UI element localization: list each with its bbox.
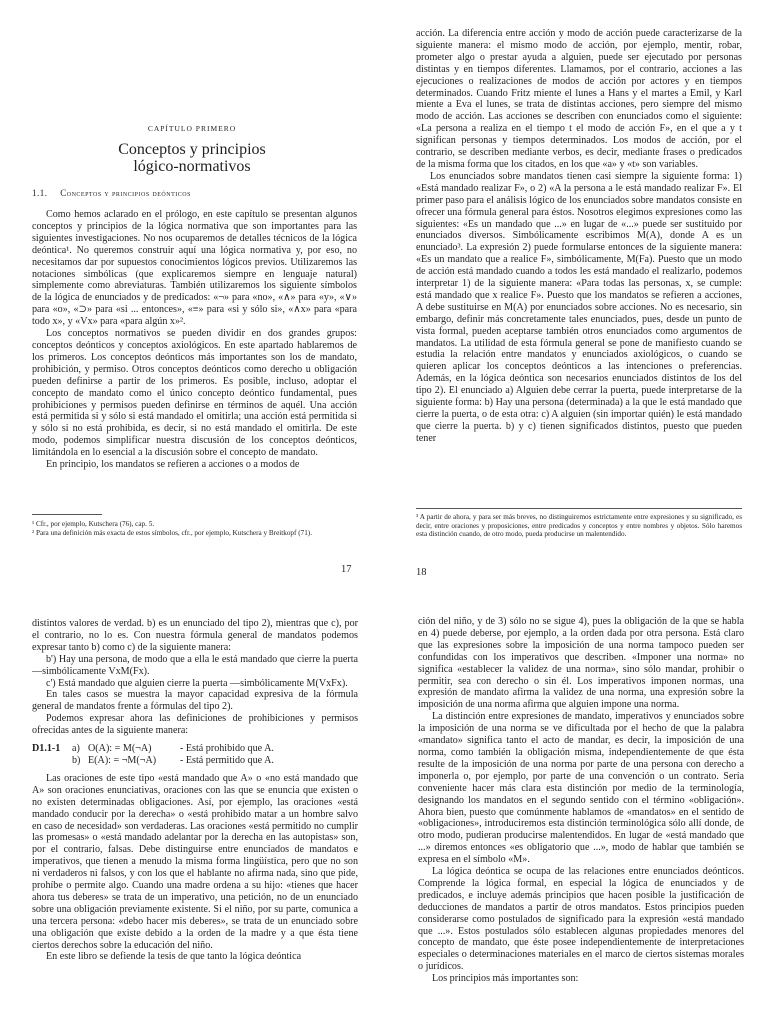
chapter-label: CAPÍTULO PRIMERO	[147, 124, 237, 133]
paragraph: acción. La diferencia entre acción y modo de acción puede caracterizarse de la siguiente manera: el mismo modo de acción, por ejemplo, mentir, robar, prometer algo o prestar ayuda a alguien, puede ser ejecutado por personas distintas y en tiempos diferentes. Llamamos, por el contrario, acciones a las ejecuciones o realizaciones de modos de acción por actores y en tiempos determinados. Cuando Fritz miente el lunes a Hans y el martes a Emil, y Karl miente a Eva el lunes, se trata de distintas acciones, pero siempre del mismo modo de acción. Las acciones se describen con enunciados como el siguiente: «La persona a realiza en el tiempo t el modo de acción F», en el que a y t significan personas y tiempos determinados. Los modos de acción, por el contrario, se describen mediante verbos, es decir, mediante frases o predicados de la misma forma que los citados, en los que «a» y «t» son variables.	[416, 28, 742, 170]
paragraph: distintos valores de verdad. b) es un enunciado del tipo 2), mientras que c), por el contrario, no lo es. Con nuestra fórmula general de mandatos podemos expresar tanto b) como c) de la siguiente manera:	[32, 618, 358, 653]
paragraph: Los principios más importantes son:	[432, 973, 579, 985]
chapter-title-line-2: lógico-normativos	[133, 158, 251, 175]
footnote-rule	[32, 514, 102, 515]
paragraph: c') Está mandado que alguien cierre la puerta —simbólicamente M(VxFx).	[46, 677, 348, 689]
page-17	[0, 0, 384, 600]
page-19	[0, 600, 384, 1024]
page-number: 17	[341, 564, 352, 575]
definition-text: - Está permitido que A.	[180, 754, 274, 766]
paragraph: Como hemos aclarado en el prólogo, en este capítulo se presentan algunos conceptos y principios de la lógica normativa que son importantes para las siguientes investigaciones. No nos ocuparemos de detalles técnicos de la lógica deóntica¹. No queremos construir aquí una lógica normativa y, por eso, no necesitamos dar por supuestos conocimientos lógicos previos. Utilizaremos las notaciones simbólicas (que explicaremos siempre en lenguaje natural) simplemente como abreviaturas. También utilizaremos los siguiente símbolos de la lógica de enunciados y de predicados: «¬» para «no», «∧» para «y», «∨» para «o», «⊃» para «si ... entonces», «≡» para «si y sólo si», «∧x» para «para todo x», y «Vx» para «para algún x»².	[32, 209, 357, 328]
paragraph: Los enunciados sobre mandatos tienen casi siempre la siguiente forma: 1) «Está mandado realizar F», o 2) «A la persona a le está mandado realizar F». El primer paso para el análisis lógico de los enunciados sobre mandatos consiste en ofrecer una fórmula general para éstos. Nosotros elegimos expresiones como las siguientes: «Es un mandado que ...» en lugar de «...» puede ser sustituido por enunciados diversos. Simbólicamente escribimos M(A), donde A es un enunciado³. La expresión 2) puede formularse entonces de la siguiente manera: «Es un mandato que a realice F», simbólicamente, M(Fa). Puesto que un modo de acción está mandado cuando a todos les está mandado el realizarlo, podemos interpretar 1) de la siguiente manera: «Para todas las personas, x, se cumple: está mandado que x realice F». Puesto que los mandatos se refieren a acciones, A debe sustituirse en M(A) por enunciados sobre acciones. No es necesario, sin embargo, definir más concretamente tales enunciados, pues, desde un punto de vista formal, pueden aceptarse también otros enunciados como argumentos de mandatos. La utilidad de esta fórmula general se pone de manifiesto cuando se estudia la relación entre mandatos y enunciados axiológicos, o cuando se quieren aplicar los conceptos deónticos a las intenciones o preferencias. Además, en la lógica deóntica son necesarios enunciados distintos de los del tipo 2). El enunciado a) Alguien debe cerrar la puerta, puede interpretarse de la siguiente forma: b) Hay una persona (determinada) a la que le está mandado que cierre la puerta, o de esta otra: c) A alguien (sin importar quién) le está mandado que cierre la puerta. b) y c) tienen significados distintos, puesto que pueden tener	[416, 170, 742, 444]
footnote: ³ A partir de ahora, y para ser más breves, no distinguiremos estrictamente entre expresiones y su significado, es decir, entre oraciones y proposiciones, entre predicados y conceptos y entre nombres y objetos. Sólo haremos esta distinción cuando, de otro modo, pueda producirse un malentendido.	[416, 513, 742, 539]
page-18	[384, 0, 768, 600]
paragraph: La lógica deóntica se ocupa de las relaciones entre enunciados deónticos. Comprende la lógica formal, en especial la lógica de enunciados y de predicados, e incluye además principios que hacen posible la justificación de deducciones de mandatos a partir de otros mandatos. Estos principios pueden considerarse como postulados de significado para la expresión «está mandado que ...». Estos postulados sólo establecen algunas propiedades menores del concepto de mandato, que éste posee independientemente de interpretaciones especiales o determinaciones materiales en el marco de ciertos sistemas morales o jurídicos.	[418, 866, 744, 973]
section-title: Conceptos y principios deónticos	[60, 188, 191, 198]
definition-row-b	[32, 755, 358, 767]
definition-item-label: b)	[72, 754, 81, 766]
body-text	[418, 616, 744, 985]
definition-label: D1.1-1	[32, 743, 61, 755]
chapter-title-line-1: Conceptos y principios	[118, 141, 266, 158]
section-number: 1.1.	[32, 188, 48, 198]
paragraph: Las oraciones de este tipo «está mandado que A» o «no está mandado que A» son oraciones enunciativas, oraciones con las que se enuncia que existen o no existen determinadas obligaciones. Así, por ejemplo, las oraciones «está mandado conducir por la derecha» o «está prohibido matar a un hombre salvo en caso de necesidad» son verdaderas. Las oraciones «está permitido no cumplir las promesas» o «está mandado adelantar por la derecha en las autopistas» son, por el contrario, falsas. Debe distinguirse entre enunciados de mandatos e imperativos, que tienen a menudo la misma forma lingüística, pero que no son ni verdaderos ni falsos, y con los que el hablante no afirma nada, sino que pide, prohíbe o permite algo. Cuando una madre ordena a su hijo: «tienes que hacer ahora tus deberes» se trata de un imperativo, una petición, no de un enunciado sobre una obligación previamente existente. Si el niño, por su parte, comunica a una tercera persona: «debo hacer mis deberes», se trata de un enunciado sobre una obligación que existe debido a la orden de la madre y a que ésta tiene ciertos derechos sobre la educación del niño.	[32, 772, 358, 951]
footnote-rule	[416, 508, 742, 509]
body-text	[32, 618, 358, 963]
paragraph: Podemos expresar ahora las definiciones de prohibiciones y permisos ofrecidas antes de la siguiente manera:	[32, 713, 358, 737]
page-20	[384, 600, 768, 1024]
footnotes	[416, 513, 742, 539]
footnotes	[32, 520, 357, 537]
footnote: ² Para una definición más exacta de estos símbolos, cfr., por ejemplo, Kutschera y Breitkopf (71).	[32, 528, 312, 537]
footnote: ¹ Cfr., por ejemplo, Kutschera (76), cap. 5.	[32, 520, 155, 528]
section-heading	[32, 188, 191, 198]
paragraph: La distinción entre expresiones de mandato, imperativos y enunciados sobre la imposición de una norma se ve dificultada por el hecho de que la palabra «mandato» significa tanto el acto de mandar, es decir, la imposición de una norma, como también la obligación misma, independientemente de que ésta resulte de la imposición de una norma por parte de una persona con derecho a imponerla o, por ejemplo, por parte de una convención o un contrato. Sería conveniente hacer más clara esta distinción por medio de la terminología, designando los mandatos en el segundo sentido con el término «obligación». Ahora bien, puesto que comúnmente hablamos de «mandatos» en el sentido de «obligaciones», introduciremos esta distinción terminológica sólo allí donde, de otro modo, pudieran producirse malentendidos. En lugar de «está mandado que ...» diremos entonces «es obligatorio que ...», modo de hablar que también se expresa en el símbolo «M».	[418, 711, 744, 866]
body-text	[416, 28, 742, 445]
definition-item-label: a)	[72, 743, 80, 755]
page-number: 18	[416, 567, 427, 578]
definition-text: - Está prohibido que A.	[180, 743, 274, 755]
paragraph: ción del niño, y de 3) sólo no se sigue 4), pues la obligación de la que se habla en 4) puede deberse, por ejemplo, a la orden dada por otra persona. Está claro que las expresiones sobre la imposición de una norma tampoco pueden ser confundidas con los imperativos que describen. «Imponer una norma» no significa «establecer la validez de una norma», sino sólo mandar, prohibir o permitir, sea con derecho o sin él. Los imperativos imponen normas, una expresión de mandato afirma la validez de una norma, una expresión sobre la imposición de una norma afirma que alguien impone una norma.	[418, 616, 744, 711]
definition-formula: E(A): = ¬M(¬A)	[88, 754, 157, 766]
definition-formula: O(A): = M(¬A)	[88, 743, 152, 755]
definition-row-a	[32, 743, 358, 755]
paragraph: En tales casos se muestra la mayor capacidad expresiva de la fórmula general de mandatos frente a fórmulas del tipo 2).	[32, 689, 358, 713]
chapter-title	[0, 141, 384, 175]
paragraph: Los conceptos normativos se pueden dividir en dos grandes grupos: conceptos deónticos y conceptos axiológicos. En este apartado hablaremos de los primeros. Los conceptos deónticos más importantes son los de mandato, prohibición, y permiso. Otros conceptos deónticos como derecho u obligación pueden definirse a partir de los primeros. Es posible, incluso, adoptar el concepto de mandato como el único concepto deóntico fundamental, pues prohibiciones y permisos pueden definirse en términos de aquél. Una acción está permitida si y sólo si está mandado el omitirla; una acción está permitida si y sólo si no está prohibida, es decir, si no está mandado el omitirla. De este modo, podemos simplificar nuestra discusión de los conceptos deónticos, limitándola en lo esencial a la discusión sobre el concepto de mandato.	[32, 328, 357, 459]
definition-spacer	[32, 755, 72, 767]
definition-block	[32, 743, 358, 767]
paragraph: En principio, los mandatos se refieren a acciones o a modos de	[46, 459, 300, 471]
body-text	[32, 209, 357, 471]
paragraph: b') Hay una persona, de modo que a ella le está mandado que cierre la puerta —simbólicamente VxM(Fx).	[32, 653, 358, 677]
paragraph: En este libro se defiende la tesis de que tanto la lógica deóntica	[46, 951, 302, 963]
